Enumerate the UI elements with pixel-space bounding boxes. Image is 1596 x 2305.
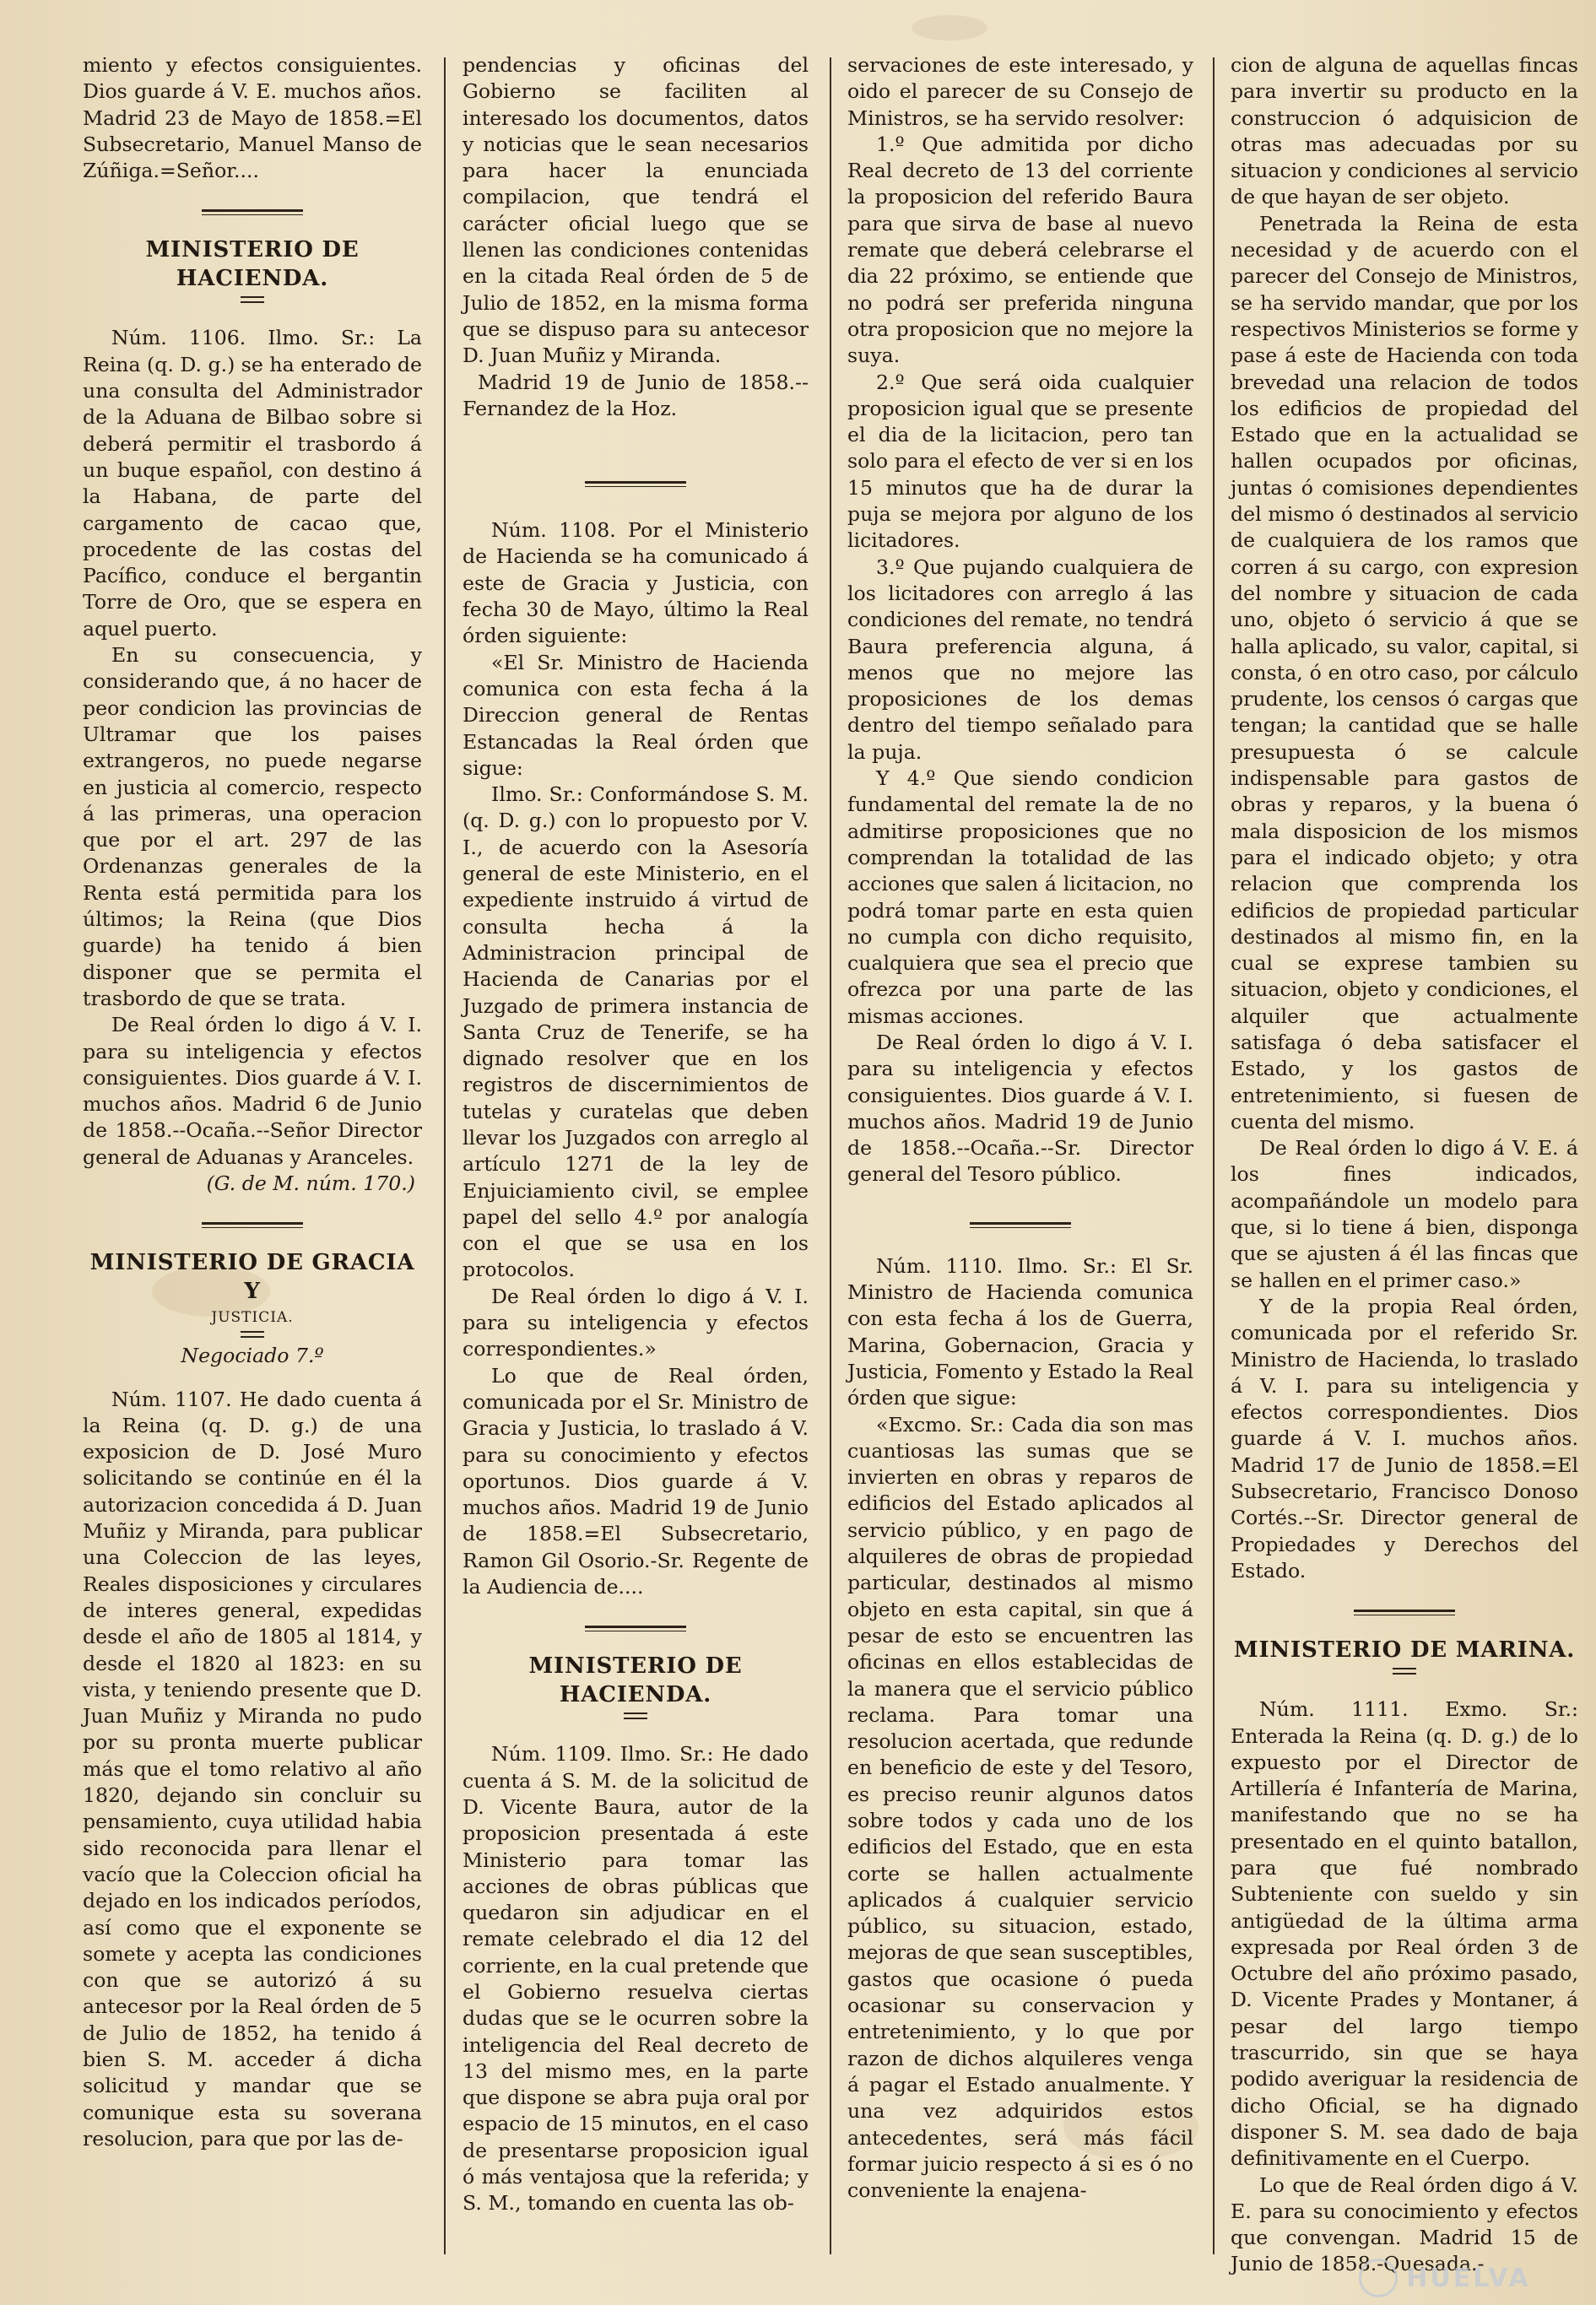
paragraph: Núm. 1107. He dado cuenta á la Reina (q. D. g.) de una exposicion de D. José Muro solicitando se continúe en él la autorizacion concedida á D. Juan Muñiz y Miranda, para publicar una Coleccion de las leyes, Reales disposiciones y circulares de interes general, expedidas desde el año de 1805 al 1814, y desde el 1820 al 1823: en su vista, y teniendo presente que D. Juan Muñiz y Miranda no pudo por su pronta muerte publicar más que el tomo relativo al año 1820, dejando sin concluir su pensamiento, cuya utilidad habia sido reconocida para llenar el vacío que la Coleccion oficial ha dejado en los indicados períodos, así como que el exponente se somete y acepta las condiciones con que se autorizó á su antecesor por la Real órden de 5 de Julio de 1852, ha tenido á bien S. M. acceder á dicha solicitud y mandar que se comunique esta su soverana resolucion, para que por las de- <box>83 1387 422 2151</box>
column-rule <box>830 57 831 2254</box>
paragraph: Y 4.º Que siendo condicion fundamental del remate la de no admitirse proposiciones que no comprendan la totalidad de las acciones que salen á licitacion, no podrá tomar parte en esta quien no cumpla con dicho requisito, cualquiera que sea el precio que ofrezca por una parte de las mismas acciones. <box>847 766 1193 1028</box>
paragraph: De Real órden lo digo á V. I. para su inteligencia y efectos consiguientes. Dios guarde á V. I. muchos años. Madrid 6 de Junio de 1858.--Ocaña.--Señor Director general de Aduanas y Aranceles. <box>83 1013 422 1169</box>
paragraph: Penetrada la Reina de esta necesidad y de acuerdo con el parecer del Consejo de Ministros, se ha servido mandar, que por los respectivos Ministerios se forme y pase á este de Hacienda con toda brevedad una relacion de todos los edificios de propiedad del Estado que en la actualidad se hallen ocupados por oficinas, juntas ó comisiones dependientes del mismo ó destinados al servicio de cualquiera de los ramos que corren á su cargo, con expresion del nombre y situacion de cada uno, objeto ó servicio á que se halla aplicado, su valor, capital, si consta, ó en otro caso, por cálculo prudente, los censos ó cargas que tengan; la cantidad que se halle presupuesta ó se calcule indispensable para gastos de obras y reparos, y la buena ó mala disposicion de los mismos para el indicado objeto; y otra relacion que comprenda los edificios de propiedad particular destinados al mismo fin, en la cual se exprese tambien su situacion, objeto y condiciones, el alquiler que actualmente satisfaga ó deba satisfacer el Estado, y los gastos de entretenimiento, si fuesen de cuenta del mismo. <box>1231 211 1578 1134</box>
paragraph: Núm. 1106. Ilmo. Sr.: La Reina (q. D. g.) se ha enterado de una consulta del Administrador de la Aduana de Bilbao sobre si deberá permitir el trasbordo á un buque español, con destino á la Habana, de parte del cargamento de cacao que, procedente de las costas del Pacífico, conduce el bergantin Torre de Oro, que se espera en aquel puerto. <box>83 326 422 641</box>
heading-dash <box>241 1331 264 1338</box>
heading-dash <box>1393 1668 1416 1675</box>
library-seal-icon <box>1359 2259 1398 2297</box>
paragraph: servaciones de este interesado, y oido el parecer de su Consejo de Ministros, se ha servido resolver: <box>847 53 1193 130</box>
section-heading: MINISTERIO DE HACIENDA. <box>528 1653 743 1708</box>
section-heading: MINISTERIO DE GRACIA Y <box>89 1250 415 1305</box>
separator <box>1354 1610 1455 1615</box>
column-rule <box>444 57 446 2254</box>
negociado-label: Negociado 7.º <box>181 1344 324 1368</box>
paragraph: miento y efectos consiguientes. Dios guarde á V. E. muchos años. Madrid 23 de Mayo de 1858.=El Subsecretario, Manuel Manso de Zúñiga.=Señor.... <box>83 53 422 183</box>
paragraph: De Real órden lo digo á V. I. para su inteligencia y efectos consiguientes. Dios guarde á V. I. muchos años. Madrid 19 de Junio de 1858.--Ocaña.--Sr. Director general del Tesoro público. <box>847 1030 1193 1187</box>
section-heading: MINISTERIO DE MARINA. <box>1233 1637 1576 1664</box>
paragraph: Lo que de Real órden digo á V. E. para su conocimiento y efectos que convengan. Madrid 15 de Junio de 1858.-Quesada.- <box>1231 2172 1578 2276</box>
library-watermark <box>1339 2258 1550 2298</box>
heading-dash <box>241 296 264 303</box>
paragraph: De Real órden lo digo á V. E. á los fines indicados, acompañándole un modelo para que, si lo tiene á bien, disponga que se ajusten á él las fincas que se hallen en el primer caso.» <box>1231 1136 1578 1292</box>
section-heading: MINISTERIO DE HACIENDA. <box>145 237 360 292</box>
separator <box>585 1626 686 1631</box>
separator <box>202 1222 303 1228</box>
column-rule <box>1213 57 1215 2254</box>
paragraph: En su consecuencia, y considerando que, á no hacer de peor condicion las provincias de Ultramar que los paises extrangeros, no puede negarse en justicia al comercio, respecto á las primeras, una operacion que por el art. 297 de las Ordenanzas generales de la Renta está permitida para los últimos; la Reina (que Dios guarde) ha tenido á bien disponer que se permita el trasbordo de que se trata. <box>83 643 422 1010</box>
paragraph: Madrid 19 de Junio de 1858.--Fernandez de la Hoz. <box>463 370 809 420</box>
paragraph: 2.º Que será oida cualquier proposicion igual que se presente el dia de la licitacion, pero tan solo para el efecto de ver si en los 15 minutos que ha de durar la puja se mejora por alguno de los licitadores. <box>847 370 1193 553</box>
column-4 <box>1231 52 1578 2276</box>
paragraph: Núm. 1110. Ilmo. Sr.: El Sr. Ministro de Hacienda comunica con esta fecha á los de Guerra, Marina, Gobernacion, Gracia y Justicia, Fomento y Estado la Real órden que sigue: <box>847 1253 1193 1410</box>
paragraph: Lo que de Real órden, comunicada por el Sr. Ministro de Gracia y Justicia, lo traslado á V. para su conocimiento y efectos oportunos. Dios guarde á V. muchos años. Madrid 19 de Junio de 1858.=El Subsecretario, Ramon Gil Osorio.-Sr. Regente de la Audiencia de.... <box>463 1363 809 1599</box>
paragraph: cion de alguna de aquellas fincas para invertir su producto en la construccion ó adquisicion de otras mas adecuadas por su situacion y condiciones al servicio de que hayan de ser objeto. <box>1231 53 1578 209</box>
section-subheading: JUSTICIA. <box>211 1309 294 1327</box>
watermark-text: HUELVA <box>1406 2263 1531 2293</box>
paragraph: Y de la propia Real órden, comunicada por el referido Sr. Ministro de Hacienda, lo traslado á V. I. para su inteligencia y efectos correspondientes. Dios guarde á V. I. muchos años. Madrid 17 de Junio de 1858.=El Subsecretario, Francisco Donoso Cortés.--Sr. Director general de Propiedades y Derechos del Estado. <box>1231 1294 1578 1583</box>
paragraph: De Real órden lo digo á V. I. para su inteligencia y efectos correspondientes.» <box>463 1284 809 1361</box>
source-note: (G. de M. núm. 170.) <box>206 1171 415 1195</box>
paragraph: «El Sr. Ministro de Hacienda comunica con esta fecha á la Direccion general de Rentas Estancadas la Real órden que sigue: <box>463 650 809 780</box>
paragraph: Ilmo. Sr.: Conformándose S. M. (q. D. g.) con lo propuesto por V. I., de acuerdo con la Asesoría general de este Ministerio, en el expediente instruido á virtud de consulta hecha á la Administracion principal de Hacienda de Canarias por el Juzgado de primera instancia de Santa Cruz de Tenerife, se ha dignado resolver que en los registros de discernimientos de tutelas y curatelas que deben llevar los Juzgados con arreglo al artículo 1271 de la ley de Enjuiciamiento civil, se emplee papel del sello 4.º por analogía con el que se usa en los protocolos. <box>463 782 809 1282</box>
column-1 <box>83 52 422 2254</box>
paragraph: 3.º Que pujando cualquiera de los licitadores con arreglo á las condiciones del remate, no tendrá Baura preferencia alguna, á menos que no mejore las proposiciones de los demas dentro del tiempo señalado para la puja. <box>847 555 1193 764</box>
column-2 <box>463 52 809 2254</box>
paragraph: pendencias y oficinas del Gobierno se faciliten al interesado los documentos, datos y noticias que le sean necesarios para hacer la enunciada compilacion, que tendrá el carácter oficial luego que se llenen las condiciones contenidas en la citada Real órden de 5 de Julio de 1852, en la misma forma que se dispuso para su antecesor D. Juan Muñiz y Miranda. <box>463 53 809 368</box>
paragraph: «Excmo. Sr.: Cada dia son mas cuantiosas las sumas que se invierten en obras y reparos de edificios del Estado aplicados al servicio público, y en pago de alquileres de obras de propiedad particular, destinados al mismo objeto en esta capital, sin que á pesar de esto se encuentren las oficinas en ellos establecidas de la manera que el servicio público reclama. Para tomar una resolucion acertada, que redunde en beneficio de este y del Tesoro, es preciso reunir algunos datos sobre todos y cada uno de los edificios del Estado, que en esta corte se hallen actualmente aplicados á cualquier servicio público, su situacion, estado, mejoras de que sean susceptibles, gastos que ocasione ó pueda ocasionar su conservacion y entretenimiento, y lo que por razon de dichos alquileres venga á pagar el Estado anualmente. Y una vez adquiridos estos antecedentes, será más fácil formar juicio respecto á si es ó no conveniente la enajena- <box>847 1412 1193 2203</box>
paragraph: Núm. 1111. Exmo. Sr.: Enterada la Reina (q. D. g.) de lo expuesto por el Director de Artillería é Infantería de Marina, manifestando que no se ha presentado en el quinto batallon, para que fué nombrado Subteniente con sueldo y sin antigüedad de la última arma expresada por Real órden 3 de Octubre del año próximo pasado, D. Vicente Prades y Montaner, á pesar del largo tiempo trascurrido, sin que se haya podido averiguar la residencia de dicho Oficial, se ha dignado disponer S. M. sea dado de baja definitivamente en el Cuerpo. <box>1231 1697 1578 2171</box>
paragraph: Núm. 1109. Ilmo. Sr.: He dado cuenta á S. M. de la solicitud de D. Vicente Baura, autor de la proposicion presentada á este Ministerio para tomar las acciones de obras públicas que quedaron sin adjudicar en el remate celebrado el dia 12 del corriente, en la cual pretende que el Gobierno resuelva ciertas dudas que se le ocurren sobre la inteligencia del Real decreto de 13 del mismo mes, en la parte que dispone se abra puja oral por espacio de 15 minutos, en el caso de presentarse proposicion igual ó más ventajosa que la referida; y S. M., tomando en cuenta las ob- <box>463 1742 809 2216</box>
separator <box>202 209 303 215</box>
column-3 <box>847 52 1193 2254</box>
heading-dash <box>624 1713 647 1719</box>
separator <box>970 1222 1071 1228</box>
paragraph: Núm. 1108. Por el Ministerio de Hacienda se ha comunicado á este de Gracia y Justicia, con fecha 30 de Mayo, último la Real órden siguiente: <box>463 518 809 648</box>
paragraph: 1.º Que admitida por dicho Real decreto de 13 del corriente la proposicion del referido Baura para que sirva de base al nuevo remate que deberá celebrarse el dia 22 próximo, se entiende que no podrá ser preferida ninguna otra proposicion que no mejore la suya. <box>847 132 1193 368</box>
separator <box>585 481 686 487</box>
